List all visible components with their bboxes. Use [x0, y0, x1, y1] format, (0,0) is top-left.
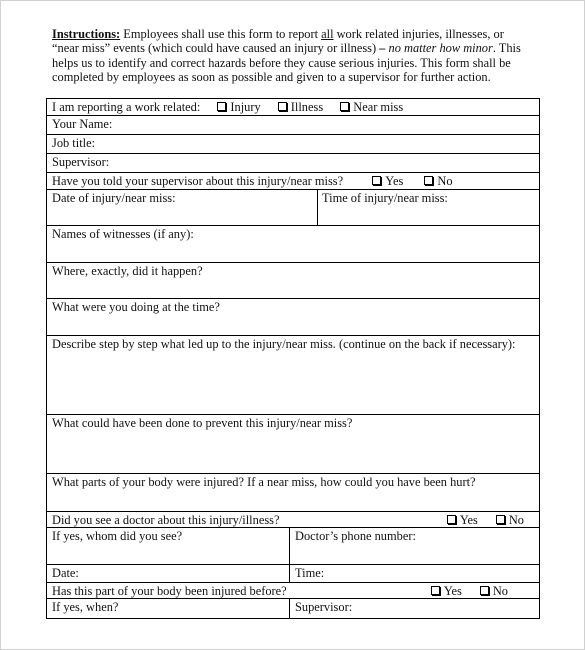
whom-label: If yes, whom did you see?: [52, 529, 183, 543]
illness-option[interactable]: [278, 100, 323, 114]
doctor-label: Did you see a doctor about this injury/illness?: [52, 513, 280, 527]
when-field[interactable]: [47, 599, 290, 619]
job-title-field[interactable]: [47, 135, 540, 154]
body-parts-field[interactable]: [47, 474, 540, 512]
row-doing: [47, 299, 540, 336]
when-label: If yes, when?: [52, 600, 119, 614]
checkbox-icon[interactable]: [278, 102, 287, 111]
row-job-title: [47, 135, 540, 154]
row-describe: [47, 336, 540, 415]
doctor-phone-field[interactable]: [290, 528, 540, 565]
injured-before-options: [413, 584, 534, 598]
where-label: Where, exactly, did it happen?: [52, 264, 203, 278]
told-yes-option[interactable]: [372, 174, 403, 188]
row-injured-before: [47, 583, 540, 599]
instructions-paragraph: [52, 27, 522, 84]
row-doctor: [47, 512, 540, 528]
witnesses-label: Names of witnesses (if any):: [52, 227, 194, 241]
injury-label: Injury: [230, 100, 261, 114]
time-injury-label: Time of injury/near miss:: [322, 191, 448, 205]
instructions-all: all: [321, 27, 334, 41]
doctor-options: [429, 513, 534, 527]
instructions-text-2: work related injuries, illnesses, or “near miss” events (which could have caused an injury or illness): [52, 27, 504, 56]
prevent-field[interactable]: [47, 415, 540, 474]
row-your-name: [47, 116, 540, 135]
body-parts-label: What parts of your body were injured? If a near miss, how could you have been hurt?: [52, 475, 476, 489]
injured-no-option[interactable]: [480, 584, 508, 598]
checkbox-icon[interactable]: [340, 102, 349, 111]
date-field[interactable]: [47, 565, 290, 583]
injured-before-cell: [47, 583, 540, 599]
supervisor2-field[interactable]: [290, 599, 540, 619]
prevent-label: What could have been done to prevent this injury/near miss?: [52, 416, 353, 430]
time-injury-field[interactable]: [318, 190, 540, 226]
doctor-phone-label: Doctor’s phone number:: [295, 529, 416, 543]
your-name-field[interactable]: [47, 116, 540, 135]
doctor-cell: [47, 512, 540, 528]
instructions-label: Instructions:: [52, 27, 121, 41]
row-where: [47, 263, 540, 299]
whom-field[interactable]: [47, 528, 290, 565]
time-field[interactable]: [290, 565, 540, 583]
doctor-yes-option[interactable]: [447, 513, 478, 527]
row-body-parts: [47, 474, 540, 512]
doing-label: What were you doing at the time?: [52, 300, 220, 314]
time-label: Time:: [295, 566, 325, 580]
illness-label: Illness: [290, 100, 324, 114]
describe-field[interactable]: [47, 336, 540, 415]
date-label: Date:: [52, 566, 79, 580]
instructions-text-3: . This helps us to identify and correct hazards before they cause serious injuries. This form shall be completed by employees as soon as possible and given to a supervisor for further action.: [52, 41, 521, 84]
supervisor2-label: Supervisor:: [295, 600, 353, 614]
your-name-label: Your Name:: [52, 117, 113, 131]
checkbox-icon[interactable]: [431, 586, 440, 595]
injured-yes-label: Yes: [443, 584, 462, 598]
told-supervisor-label: Have you told your supervisor about this injury/near miss?: [52, 174, 344, 188]
doctor-no-label: No: [508, 513, 525, 527]
job-title-label: Job title:: [52, 136, 96, 150]
checkbox-icon[interactable]: [480, 586, 489, 595]
date-injury-label: Date of injury/near miss:: [52, 191, 176, 205]
told-yes-label: Yes: [385, 174, 404, 188]
near-miss-option[interactable]: [340, 100, 403, 114]
checkbox-icon[interactable]: [424, 176, 433, 185]
row-date-time: [47, 190, 540, 226]
checkbox-icon[interactable]: [372, 176, 381, 185]
near-miss-label: Near miss: [353, 100, 404, 114]
told-no-label: No: [437, 174, 453, 188]
witnesses-field[interactable]: [47, 226, 540, 263]
where-field[interactable]: [47, 263, 540, 299]
injured-yes-option[interactable]: [431, 584, 462, 598]
row-date: [47, 565, 540, 583]
row-witnesses: [47, 226, 540, 263]
doctor-yes-label: Yes: [459, 513, 478, 527]
checkbox-icon[interactable]: [496, 515, 505, 524]
row-whom: [47, 528, 540, 565]
describe-label: Describe step by step what led up to the injury/near miss. (continue on the back if necessary):: [52, 337, 516, 351]
told-no-option[interactable]: [424, 174, 452, 188]
supervisor-label: Supervisor:: [52, 155, 110, 169]
doctor-no-option[interactable]: [496, 513, 524, 527]
instructions-no-matter: no matter how minor: [385, 41, 493, 56]
date-injury-field[interactable]: [47, 190, 318, 226]
instructions-dash: –: [379, 41, 386, 56]
supervisor-field[interactable]: [47, 154, 540, 173]
reporting-cell: [47, 99, 540, 116]
row-when: [47, 599, 540, 619]
doing-field[interactable]: [47, 299, 540, 336]
told-supervisor-cell: [47, 173, 540, 190]
row-prevent: [47, 415, 540, 474]
row-reporting: [47, 99, 540, 116]
row-told-supervisor: [47, 173, 540, 190]
checkbox-icon[interactable]: [447, 515, 456, 524]
checkbox-icon[interactable]: [217, 102, 226, 111]
instructions-text-1: Employees shall use this form to report: [120, 27, 322, 41]
injured-before-label: Has this part of your body been injured before?: [52, 584, 287, 598]
row-supervisor: [47, 154, 540, 173]
injury-option[interactable]: [217, 100, 260, 114]
injured-no-label: No: [492, 584, 509, 598]
incident-report-table: [46, 98, 540, 619]
reporting-label: I am reporting a work related:: [52, 100, 201, 114]
